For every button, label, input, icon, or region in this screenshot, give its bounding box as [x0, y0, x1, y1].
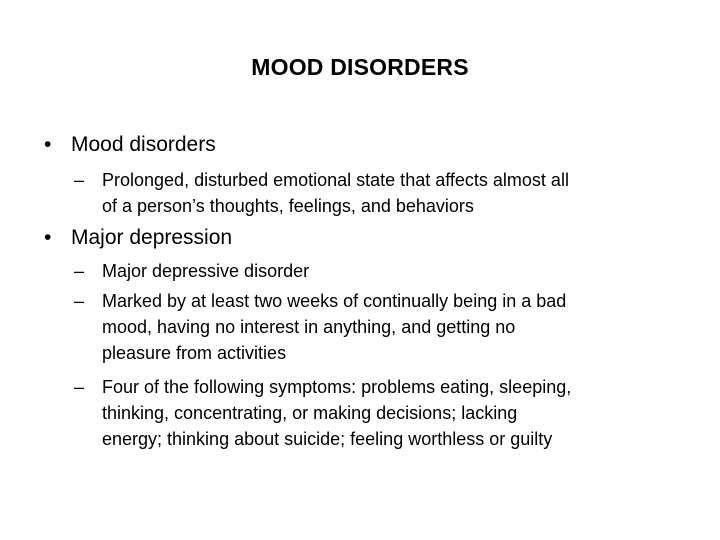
dash-marker: – [74, 291, 85, 311]
text-line: energy; thinking about suicide; feeling worthless or guilty [102, 429, 553, 449]
slide-title: MOOD DISORDERS [251, 54, 469, 80]
dash-marker: – [74, 261, 85, 281]
sub-bullet-text [102, 374, 682, 452]
text-line: of a person’s thoughts, feelings, and behaviors [102, 196, 474, 216]
dash-marker: – [74, 377, 85, 397]
dash-marker: – [74, 170, 85, 190]
text-line: Marked by at least two weeks of continually being in a bad [102, 291, 567, 311]
text-line: thinking, concentrating, or making decisions; lacking [102, 403, 518, 423]
text-line: pleasure from activities [102, 343, 287, 363]
text-line: Four of the following symptoms: problems eating, sleeping, [102, 377, 572, 397]
text-line: mood, having no interest in anything, and getting no [102, 317, 516, 337]
sub-bullet-text [102, 167, 682, 219]
bullet-text: Major depression [71, 226, 233, 249]
text-line: Prolonged, disturbed emotional state that affects almost all [102, 170, 569, 190]
text-line: Major depressive disorder [102, 261, 310, 281]
sub-bullet-text [102, 288, 682, 366]
bullet-marker: • [44, 226, 52, 249]
bullet-text: Mood disorders [71, 133, 216, 156]
bullet-marker: • [44, 133, 52, 156]
sub-bullet-text [102, 258, 682, 284]
